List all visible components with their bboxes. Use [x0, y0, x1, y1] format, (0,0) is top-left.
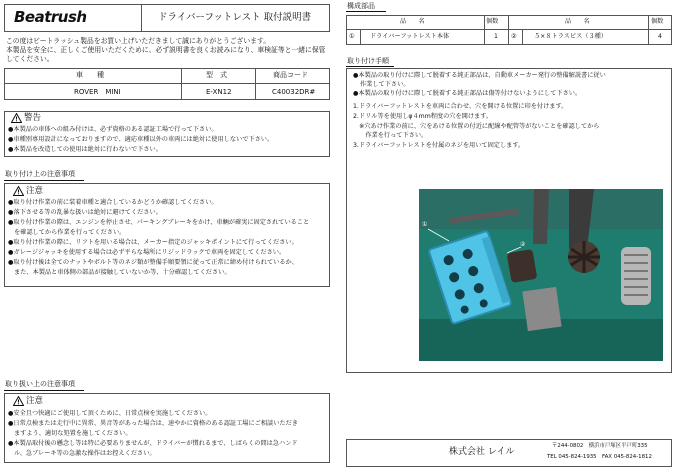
install-item-2: ●落下させる等の乱暴な扱いは絶対に避けてください。: [8, 209, 162, 216]
procedure-title-underline: [346, 66, 394, 67]
parts-header-qty: 個数: [486, 18, 499, 25]
parts-col-3: [508, 15, 509, 45]
handling-item-3b: ル、急ブレーキ等の急激な操作はお控えください。: [14, 450, 156, 457]
install-item-4: ●取り付け作業の際に、リフトを用いる場合は、メーカー指定のジャッキポイントにて行ってください。: [8, 239, 298, 246]
intro-line-3: してください。: [6, 55, 54, 63]
warning-item-3: ●本製品を改造しての使用は絶対に行わないで下さい。: [8, 146, 162, 153]
model-table-col-2: [255, 68, 256, 100]
parts-header-name-2: 品 名: [565, 18, 590, 25]
procedure-step-3: 3.ドライバーフットレストを付属のネジを用いて固定します。: [353, 142, 525, 149]
procedure-note-2: ●本製品の取り付けに際して脱着する純正部品は傷等付けないようにして下さい。: [353, 90, 582, 97]
model-header-code: 商品コード: [273, 71, 308, 79]
warning-icon: [11, 113, 22, 123]
model-header-type: 型 式: [206, 71, 227, 79]
parts-col-2: [484, 15, 485, 45]
intro-line-2: 本製品を安全に、正しくご使用いただくために、必ず説明書を良くお読みになり、車検証等と一緒に保管: [6, 46, 326, 54]
company-name: 株式会社 レイル: [449, 447, 515, 457]
install-item-3: ●取り付け作業の際は、エンジンを停止させ、パーキングブレーキをかけ、車輌が確実に固定されていること: [8, 219, 310, 226]
procedure-step-1: 1.ドライバーフットレストを車両に合わせ、穴を開ける位置に印を付けます。: [353, 103, 568, 110]
handling-item-3: ●本製品取付後の懸念し等は特に必要ありませんが、ドライバーが慣れるまで、しばらくの間は急ハンド: [8, 440, 298, 447]
procedure-note-1b: 作業して下さい。: [360, 81, 410, 88]
install-notes-title: 取り付け上の注意事項: [5, 170, 75, 178]
install-item-3b: を確認してから作業を行ってください。: [14, 229, 126, 236]
caution-icon: [13, 396, 24, 406]
header-divider: [141, 4, 142, 32]
install-item-5: ●ガレージジャッキを使用する場合は必ず平らな場所にリジッドラックで車両を固定してください。: [8, 249, 286, 256]
procedure-step-2-note-b: 作業を行って下さい。: [353, 132, 428, 139]
intro-line-1: この度はビートラッシュ製品をお買い上げいただきまして誠にありがとうございます。: [6, 37, 270, 45]
callout-1: ①: [422, 221, 428, 228]
install-item-6: ●取り付け後は全てのナットやボルト等のネジ類が整備手順要領に従って正常に締め付けられているか、: [8, 259, 298, 266]
install-notes-underline: [4, 180, 84, 181]
handling-item-1: ●安全且つ快適にご使用して頂くために、日常点検を実施してください。: [8, 410, 212, 417]
handling-notes-underline: [4, 390, 84, 391]
procedure-title: 取り付け手順: [347, 57, 389, 65]
parts-row-no-2: ②: [511, 33, 517, 40]
parts-col-5: [648, 15, 649, 45]
document-title: ドライバーフットレスト 取付説明書: [158, 12, 312, 23]
installation-photo-art: [419, 189, 663, 361]
procedure-step-2: 2.ドリル等を使用しφ４mm程度の穴を開けます。: [353, 113, 493, 120]
handling-caution-title: 注意: [26, 396, 44, 406]
parts-title: 構成部品: [347, 2, 375, 10]
parts-row-name: ドライバーフットレスト本体: [370, 33, 450, 40]
install-item-6b: また、本製品と車体側の部品が接触していないか等、十分確認してください。: [14, 269, 231, 276]
warning-title: 警告: [24, 113, 42, 123]
install-item-1: ●取り付け作業の前に装着車種と適合しているかどうか確認してください。: [8, 199, 218, 206]
parts-table: [346, 15, 672, 45]
address-line-1: 〒244-0802 横浜市戸塚区平戸町335: [552, 443, 648, 449]
brand-logo: Beatrush: [14, 8, 87, 26]
model-cell-car: ROVER MINI: [74, 88, 121, 96]
parts-row-no: ①: [349, 33, 355, 40]
install-caution-title: 注意: [26, 186, 44, 196]
caution-icon: [13, 186, 24, 196]
parts-row-name-2: ５×８トラスビス（３種）: [534, 33, 608, 40]
parts-row-qty-2: 4: [658, 33, 662, 40]
parts-row-qty: 1: [494, 33, 498, 40]
parts-header-name: 品 名: [400, 18, 425, 25]
parts-title-underline: [346, 11, 386, 12]
procedure-note-1: ●本製品の取り付けに際して脱着する純正部品は、自動車メーカー発行の整備解説書に従い: [353, 72, 606, 79]
parts-header-qty-2: 個数: [651, 18, 664, 25]
handling-item-2b: ますよう、適切な処置を施してください。: [14, 430, 132, 437]
model-cell-type: E-XN12: [206, 88, 232, 96]
callout-2: ②: [520, 241, 526, 248]
handling-notes-title: 取り扱い上の注意事項: [5, 380, 75, 388]
parts-col-4: [522, 29, 523, 45]
parts-table-rule: [346, 29, 672, 30]
model-table-col-1: [181, 68, 182, 100]
handling-item-2: ●日常点検または走行中に異常、異音等があった場合は、速やかに資格のある認証工場にご相談いただき: [8, 420, 298, 427]
model-header-car: 車 種: [76, 71, 104, 79]
procedure-step-2-note: ※穴あけ作業の前に、穴をあける位置の付近に配線や配管等がないことを確認してから: [353, 123, 600, 130]
model-cell-code: C40032DR#: [272, 88, 316, 96]
parts-col-1: [360, 29, 361, 45]
model-table-rule: [4, 83, 330, 84]
address-line-2: TEL 045-824-1935 FAX 045-824-1812: [547, 454, 652, 460]
warning-item-2: ●車種別専用設計になっておりますので、適応車種以外の車両には絶対に使用しないで下さい。: [8, 136, 274, 143]
installation-photo: [419, 189, 663, 361]
warning-item-1: ●本製品の車体への組み付けは、必ず資格のある認証工場で行って下さい。: [8, 126, 218, 133]
